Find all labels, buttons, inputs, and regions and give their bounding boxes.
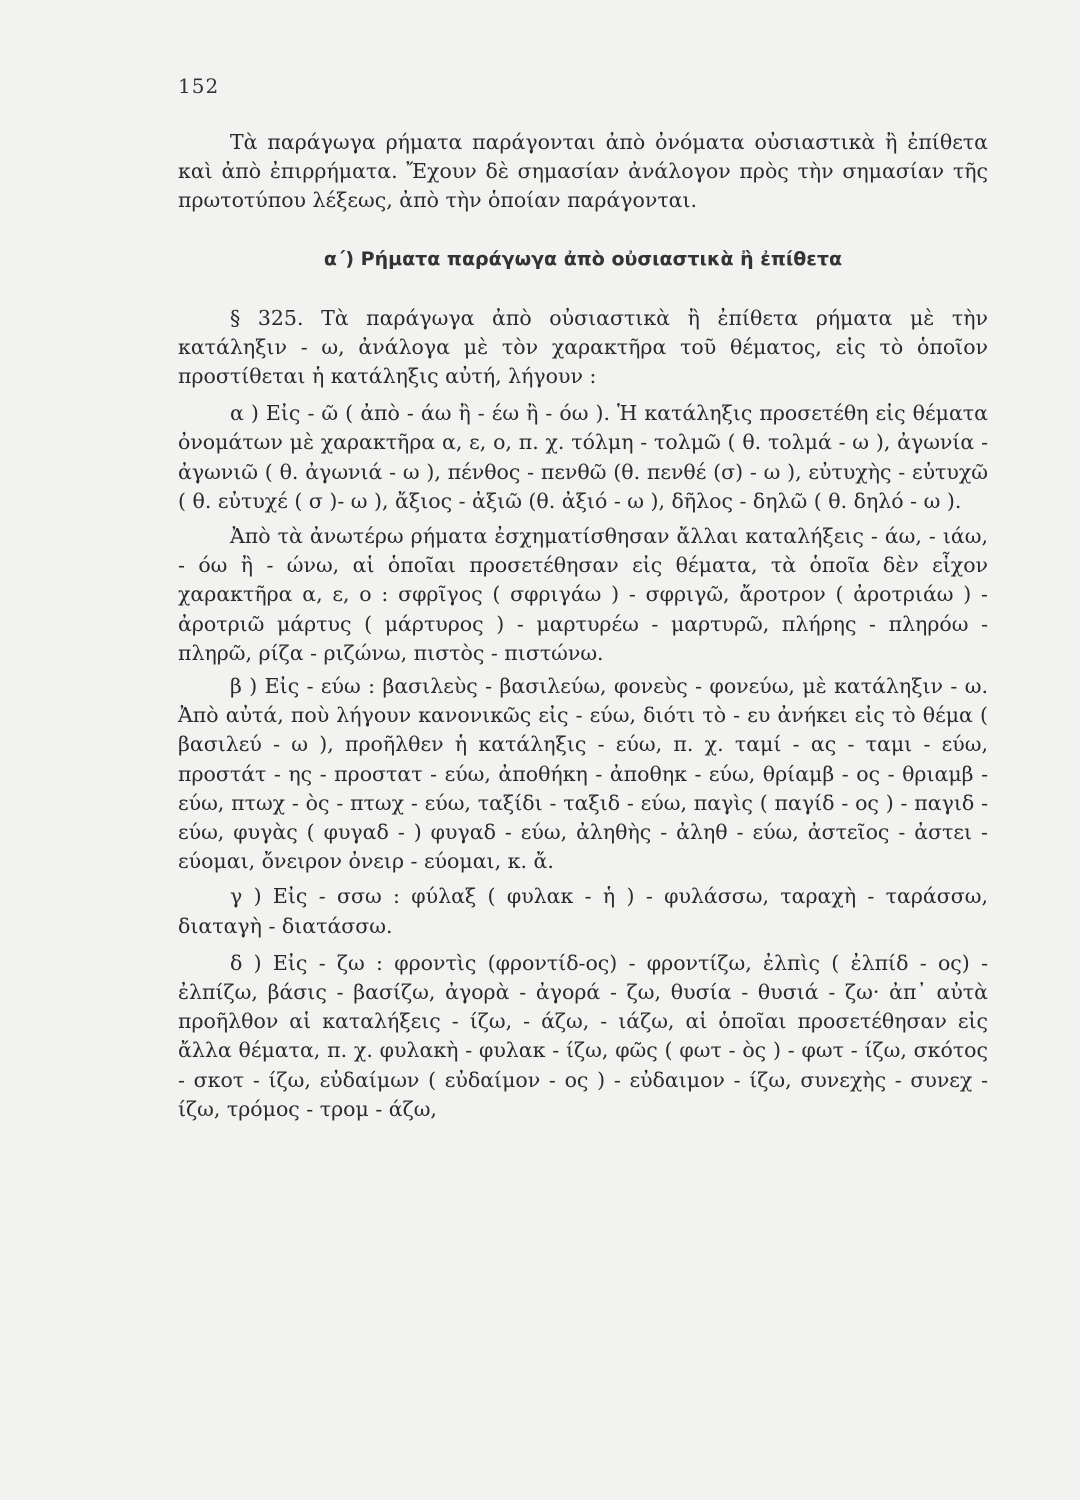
intro-paragraph: Τὰ παράγωγα ρήματα παράγονται ἀπὸ ὀνόματα οὐσιαστικὰ ἢ ἐπίθετα καὶ ἀπὸ ἐπιρρήματα. Ἔχουν δὲ σημασίαν ἀνάλογον πρὸς τὴν σημασίαν τῆς πρωτοτύπου λέξεως, ἀπὸ τὴν ὁποίαν παράγονται. [178,130,988,213]
item-b-paragraph: β ) Εἰς - εύω : βασιλεὺς - βασιλεύω, φονεὺς - φονεύω, μὲ κατάληξιν - ω. Ἀπὸ αὐτά, ποὺ λήγουν κανονικῶς εἰς - εύω, διότι τὸ - ευ ἀνήκει εἰς τὸ θέμα ( βασιλεύ - ω ), προῆλθεν ἡ κατάληξις - εύω, π. χ. ταμί - ας - ταμι - εύω, προστάτ - ης - προστατ - εύω, ἀποθήκη - ἀποθηκ - εύω, θρίαμβ - ος - θριαμβ - εύω, πτωχ - ὸς - πτωχ - εύω, ταξίδι - ταξιδ - εύω, παγὶς ( παγίδ - ος ) - παγιδ - εύω, φυγὰς ( φυγαδ - ) φυγαδ - εύω, ἀληθὴς - ἀληθ - εύω, ἀστεῖος - ἀστει - εύομαι, ὄνειρον ὀνειρ - εύομαι, κ. ἄ. [178,674,988,874]
item-d-paragraph: δ ) Εἰς - ζω : φροντὶς (φροντίδ-ος) - φροντίζω, ἐλπὶς ( ἐλπίδ - ος) - ἐλπίζω, βάσις - βασίζω, ἀγορὰ - ἀγορά - ζω, θυσία - θυσιά - ζω· ἀπ᾽ αὐτὰ προῆλθον αἱ καταλήξεις - ίζω, - άζω, - ιάζω, αἱ ὁποῖαι προσετέθησαν εἰς ἄλλα θέματα, π. χ. φυλακὴ - φυλακ - ίζω, φῶς ( φωτ - ὸς ) - φωτ - ίζω, σκότος - σκοτ - ίζω, εὐδαίμων ( εὐδαίμον - ος ) - εὐδαιμον - ίζω, συνεχὴς - συνεχ - ίζω, τρόμος - τρομ - άζω, [178,950,988,1121]
paragraph-325: § 325. Τὰ παράγωγα ἀπὸ οὐσιαστικὰ ἢ ἐπίθετα ρήματα μὲ τὴν κατάληξιν - ω, ἀνάλογα μὲ τὸν χαρακτῆρα τοῦ θέματος, εἰς τὸ ὁποῖον προστίθεται ἡ κατάληξις αὐτή, λήγουν : [178,305,988,389]
item-a-continuation: Ἀπὸ τὰ ἀνωτέρω ρήματα ἐσχηματίσθησαν ἄλλαι καταλήξεις - άω, - ιάω, - όω ἢ - ώνω, αἱ ὁποῖαι προσετέθησαν εἰς θέματα, τὰ ὁποῖα δὲν εἶχον χαρακτῆρα α, ε, ο : σφρῖγος ( σφριγάω ) - σφριγῶ, ἄροτρον ( ἀροτριάω ) - ἀροτριῶ μάρτυς ( μάρτυρος ) - μαρτυρέω - μαρτυρῶ, πλήρης - πληρόω - πληρῶ, ρίζα - ριζώνω, πιστὸς - πιστώνω. [178,524,988,665]
section-heading: α΄) Ρήματα παράγωγα ἀπὸ οὐσιαστικὰ ἢ ἐπίθετα [323,247,843,270]
item-a-paragraph: α ) Εἰς - ῶ ( ἀπὸ - άω ἢ - έω ἢ - όω ). Ἡ κατάληξις προσετέθη εἰς θέματα ὀνομάτων μὲ χαρακτῆρα α, ε, ο, π. χ. τόλμη - τολμῶ ( θ. τολμά - ω ), ἀγωνία - ἀγωνιῶ ( θ. ἀγωνιά - ω ), πένθος - πενθῶ (θ. πενθέ (σ) - ω ), εὐτυχὴς - εὐτυχῶ ( θ. εὐτυχέ ( σ )- ω ), ἄξιος - ἀξιῶ (θ. ἀξιό - ω ), δῆλος - δηλῶ ( θ. δηλό - ω ). [178,401,988,513]
page-number: 152 [178,74,220,98]
item-c-paragraph: γ ) Εἰς - σσω : φύλαξ ( φυλακ - ἡ ) - φυλάσσω, ταραχὴ - ταράσσω, διαταγὴ - διατάσσω. [178,884,988,938]
page-body [178,128,988,1124]
